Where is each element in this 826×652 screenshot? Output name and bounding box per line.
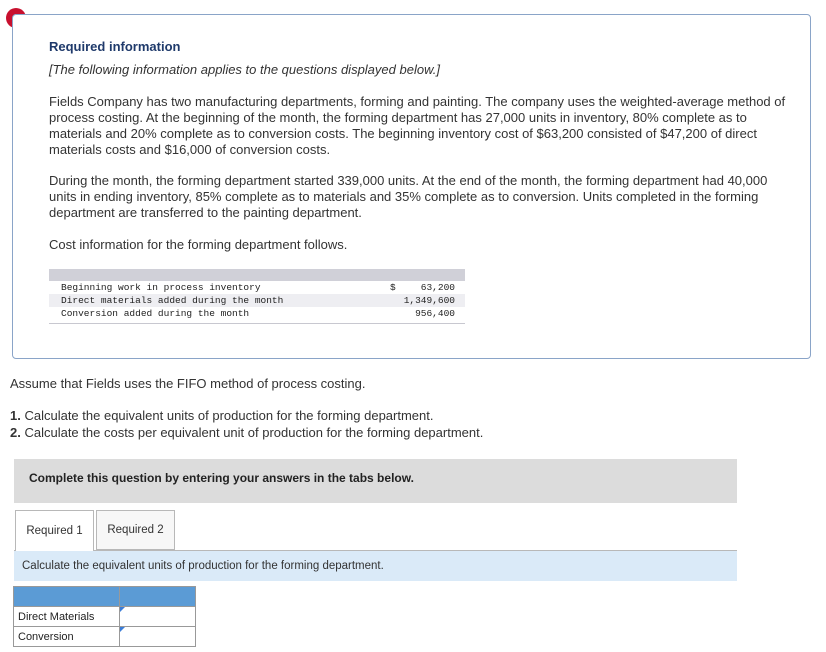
input-flag-icon <box>120 607 125 612</box>
eu-input-cell <box>120 607 196 627</box>
eu-row-conversion <box>14 627 196 647</box>
eu-header-cell <box>14 587 120 607</box>
tab-required-1[interactable]: Required 1 <box>15 510 94 551</box>
cost-row-amount: 63,200 <box>420 282 455 293</box>
cost-row-label: Conversion added during the month <box>61 308 250 319</box>
cost-table-footer <box>49 320 465 324</box>
cost-information-table <box>49 269 465 324</box>
equivalent-units-table <box>13 586 196 647</box>
direct-materials-input[interactable] <box>120 607 195 626</box>
question-2 <box>10 425 483 440</box>
cost-row-amount: 1,349,600 <box>403 295 455 306</box>
cost-row-label: Direct materials added during the month <box>61 295 284 306</box>
conversion-input[interactable] <box>120 627 195 646</box>
eu-table-header <box>14 587 196 607</box>
question-1-text: Calculate the equivalent units of production for the forming department. <box>24 408 434 423</box>
question-2-text: Calculate the costs per equivalent unit of production for the forming department. <box>24 425 484 440</box>
cost-row-label: Beginning work in process inventory <box>61 282 261 293</box>
cost-row-currency: $ <box>390 282 396 293</box>
instructions-bar <box>14 459 737 503</box>
eu-row-direct-materials <box>14 607 196 627</box>
tab-prompt-bar <box>14 550 737 581</box>
eu-header-cell <box>120 587 196 607</box>
eu-row-label: Conversion <box>14 627 120 647</box>
cost-row <box>49 307 465 320</box>
tab-required-2[interactable]: Required 2 <box>96 510 175 550</box>
required-information-panel <box>12 14 811 359</box>
info-paragraph-3: Cost information for the forming department follows. <box>49 237 348 252</box>
tab-prompt-text: Calculate the equivalent units of production for the forming department. <box>22 560 384 572</box>
eu-input-cell <box>120 627 196 647</box>
info-title: Required information <box>49 39 181 54</box>
info-paragraph-2: During the month, the forming department started 339,000 units. At the end of the month, the forming department had 40,000 units in ending inventory, 85% complete as to materials and 35% complete as to conversion. Units completed in the forming department are transferred to the painting department. <box>49 173 768 220</box>
cost-table-header <box>49 269 465 281</box>
eu-row-label: Direct Materials <box>14 607 120 627</box>
cost-row <box>49 281 465 294</box>
cost-row-amount: 956,400 <box>415 308 455 319</box>
question-1-number: 1. <box>10 408 21 423</box>
input-flag-icon <box>120 627 125 632</box>
instructions-text: Complete this question by entering your answers in the tabs below. <box>29 471 414 485</box>
cost-row <box>49 294 465 307</box>
question-2-number: 2. <box>10 425 21 440</box>
info-subtitle: [The following information applies to the questions displayed below.] <box>49 62 440 77</box>
question-1 <box>10 408 434 423</box>
assumption-text: Assume that Fields uses the FIFO method of process costing. <box>10 376 366 391</box>
info-paragraph-1: Fields Company has two manufacturing departments, forming and painting. The company uses the weighted-average method of process costing. At the beginning of the month, the forming department has 27,000 units in inventory, 80% complete as to materials and 20% complete as to conversion costs. The beginning inventory cost of $63,200 consisted of $47,200 of direct materials costs and $16,000 of conversion costs. <box>49 94 786 157</box>
